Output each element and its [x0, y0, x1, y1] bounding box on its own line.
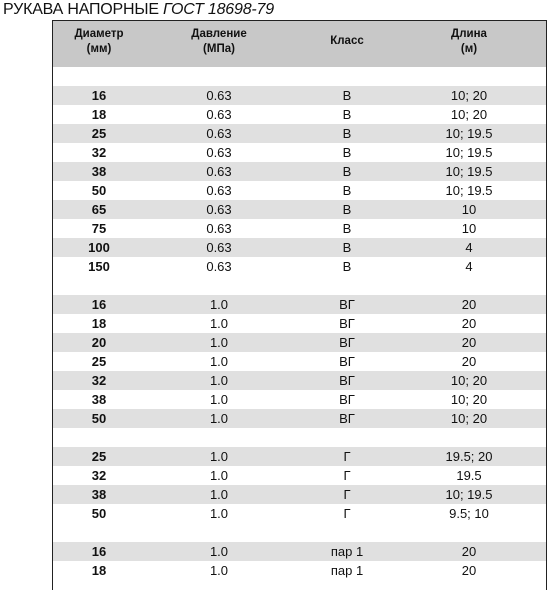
cell-pressure: 0.63 [206, 107, 232, 122]
cell-length: 4 [465, 259, 473, 274]
table-row [53, 181, 546, 200]
cell-diameter: 50 [91, 183, 107, 198]
cell-length: 20 [461, 544, 477, 559]
cell-diameter: 25 [91, 354, 107, 369]
table-row [53, 143, 546, 162]
cell-class: В [342, 164, 352, 179]
cell-pressure: 0.63 [206, 164, 232, 179]
cell-class: ВГ [339, 354, 355, 369]
cell-pressure: 0.63 [206, 126, 232, 141]
cell-diameter: 75 [91, 221, 107, 236]
cell-length: 10; 19.5 [445, 164, 493, 179]
cell-pressure: 1.0 [209, 544, 229, 559]
title-prefix: РУКАВА НАПОРНЫЕ [3, 1, 159, 18]
cell-pressure: 0.63 [206, 221, 232, 236]
cell-class: пар 1 [330, 544, 364, 559]
cell-pressure: 0.63 [206, 202, 232, 217]
cell-length: 20 [461, 335, 477, 350]
cell-diameter: 16 [91, 544, 107, 559]
cell-pressure: 0.63 [206, 145, 232, 160]
cell-class: Г [343, 468, 351, 483]
cell-length: 10; 20 [450, 411, 488, 426]
cell-diameter: 65 [91, 202, 107, 217]
cell-class: В [342, 88, 352, 103]
cell-pressure: 1.0 [209, 373, 229, 388]
cell-diameter: 32 [91, 145, 107, 160]
cell-class: Г [343, 449, 351, 464]
cell-diameter: 50 [91, 506, 107, 521]
cell-diameter: 38 [91, 392, 107, 407]
table-row [53, 105, 546, 124]
cell-pressure: 1.0 [209, 411, 229, 426]
cell-length: 10; 20 [450, 373, 488, 388]
cell-diameter: 18 [91, 107, 107, 122]
cell-pressure: 0.63 [206, 88, 232, 103]
cell-pressure: 0.63 [206, 240, 232, 255]
table-header [53, 21, 546, 68]
cell-diameter: 38 [91, 164, 107, 179]
cell-class: ВГ [339, 316, 355, 331]
header-class: Класс [330, 35, 364, 47]
table-row [53, 542, 546, 561]
cell-length: 10; 19.5 [445, 126, 493, 141]
header-length: Длина (м) [451, 28, 487, 55]
cell-diameter: 150 [88, 259, 110, 274]
cell-diameter: 18 [91, 563, 107, 578]
cell-pressure: 0.63 [206, 259, 232, 274]
header-pressure: Давление (МПа) [191, 28, 247, 55]
cell-length: 20 [461, 316, 477, 331]
cell-length: 9.5; 10 [449, 506, 489, 521]
cell-pressure: 1.0 [209, 563, 229, 578]
cell-pressure: 1.0 [209, 297, 229, 312]
cell-diameter: 25 [91, 126, 107, 141]
cell-length: 10; 19.5 [445, 487, 493, 502]
cell-length: 10; 20 [450, 392, 488, 407]
cell-diameter: 50 [91, 411, 107, 426]
cell-pressure: 1.0 [209, 449, 229, 464]
table-row [53, 314, 546, 333]
group-spacer [53, 67, 546, 86]
cell-length: 10; 19.5 [445, 183, 493, 198]
table-row [53, 295, 546, 314]
cell-pressure: 1.0 [209, 392, 229, 407]
cell-pressure: 1.0 [209, 487, 229, 502]
table-row [53, 390, 546, 409]
cell-class: ВГ [339, 392, 355, 407]
table-row [53, 238, 546, 257]
table-row [53, 86, 546, 105]
page-title [3, 0, 274, 20]
cell-pressure: 1.0 [209, 316, 229, 331]
table-row [53, 200, 546, 219]
table-row [53, 257, 546, 276]
cell-class: ВГ [339, 335, 355, 350]
cell-diameter: 25 [91, 449, 107, 464]
group-spacer [53, 523, 546, 542]
table-row [53, 333, 546, 352]
cell-length: 4 [465, 240, 473, 255]
cell-diameter: 20 [91, 335, 107, 350]
cell-class: В [342, 145, 352, 160]
title-standard: ГОСТ 18698-79 [163, 1, 274, 18]
table-body [53, 67, 546, 580]
cell-diameter: 38 [91, 487, 107, 502]
group-spacer [53, 276, 546, 295]
cell-class: ВГ [339, 373, 355, 388]
cell-diameter: 18 [91, 316, 107, 331]
cell-length: 10; 20 [450, 107, 488, 122]
cell-class: ВГ [339, 297, 355, 312]
cell-class: В [342, 240, 352, 255]
spec-table [52, 20, 547, 590]
cell-class: пар 1 [330, 563, 364, 578]
cell-class: Г [343, 506, 351, 521]
cell-length: 10 [461, 221, 477, 236]
cell-diameter: 100 [88, 240, 110, 255]
table-row [53, 162, 546, 181]
cell-pressure: 1.0 [209, 506, 229, 521]
cell-length: 19.5 [456, 468, 482, 483]
cell-class: В [342, 221, 352, 236]
table-row [53, 504, 546, 523]
cell-diameter: 16 [91, 88, 107, 103]
cell-diameter: 32 [91, 468, 107, 483]
cell-class: ВГ [339, 411, 355, 426]
cell-class: В [342, 183, 352, 198]
cell-class: В [342, 259, 352, 274]
cell-pressure: 1.0 [209, 468, 229, 483]
cell-pressure: 0.63 [206, 183, 232, 198]
header-diameter: Диаметр (мм) [74, 28, 124, 55]
cell-length: 10; 20 [450, 88, 488, 103]
cell-diameter: 32 [91, 373, 107, 388]
table-row [53, 485, 546, 504]
cell-length: 19.5; 20 [445, 449, 493, 464]
cell-diameter: 16 [91, 297, 107, 312]
cell-class: В [342, 126, 352, 141]
cell-class: В [342, 202, 352, 217]
cell-length: 20 [461, 354, 477, 369]
table-row [53, 561, 546, 580]
table-row [53, 219, 546, 238]
cell-class: Г [343, 487, 351, 502]
cell-length: 20 [461, 297, 477, 312]
cell-length: 10 [461, 202, 477, 217]
table-row [53, 124, 546, 143]
cell-pressure: 1.0 [209, 354, 229, 369]
group-spacer [53, 428, 546, 447]
cell-length: 20 [461, 563, 477, 578]
table-row [53, 409, 546, 428]
cell-length: 10; 19.5 [445, 145, 493, 160]
table-row [53, 371, 546, 390]
cell-class: В [342, 107, 352, 122]
cell-pressure: 1.0 [209, 335, 229, 350]
table-row [53, 447, 546, 466]
table-row [53, 352, 546, 371]
table-row [53, 466, 546, 485]
